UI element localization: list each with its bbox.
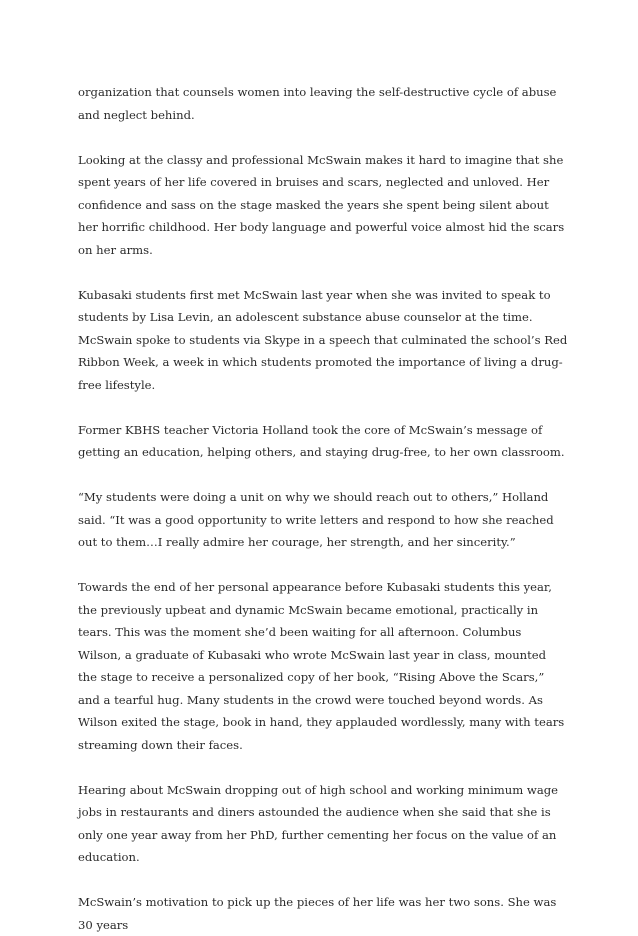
paragraph-3: Kubasaki students first met McSwain last year when she was invited to speak to students by Lisa Levin, an adolescent substance abuse counselor at the time. McSwain spoke to students via Skype in a speech that culminated the school’s Red Ribbon Week, a week in which students promoted the importance of living a drug-free lifestyle. (78, 287, 568, 392)
paragraph-4: Former KBHS teacher Victoria Holland took the core of McSwain’s message of getting an education, helping others, and staying drug-free, to her own classroom. (78, 422, 565, 459)
paragraph-2: Looking at the classy and professional McSwain makes it hard to imagine that she spent years of her life covered in bruises and scars, neglected and unloved. Her confidence and sass on the stage masked the years she spent being silent about her horrific childhood. Her body language and powerful voice almost hid the scars on her arms. (78, 152, 565, 257)
paragraph-6: Towards the end of her personal appearance before Kubasaki students this year, the previously upbeat and dynamic McSwain became emotional, practically in tears. This was the moment she’d been waiting for all afternoon. Columbus Wilson, a graduate of Kubasaki who wrote McSwain last year in class, mounted the stage to receive a personalized copy of her book, “Rising Above the Scars,” and a tearful hug. Many students in the crowd were touched beyond words. As Wilson exited the stage, book in hand, they applauded wordlessly, many with tears streaming down their faces. (78, 580, 565, 752)
paragraph-1: organization that counsels women into leaving the self-destructive cycle of abuse and neglect behind. (78, 85, 557, 122)
document-page (78, 81, 568, 936)
paragraph-7: Hearing about McSwain dropping out of high school and working minimum wage jobs in restaurants and diners astounded the audience when she said that she is only one year away from her PhD, further cementing her focus on the value of an education. (78, 782, 559, 864)
paragraph-8: McSwain’s motivation to pick up the pieces of her life was her two sons. She was 30 years (78, 895, 557, 932)
paragraph-5: “My students were doing a unit on why we should reach out to others,” Holland said. “It was a good opportunity to write letters and respond to how she reached out to them…I really admire her courage, her strength, and her sincerity.” (78, 490, 554, 549)
